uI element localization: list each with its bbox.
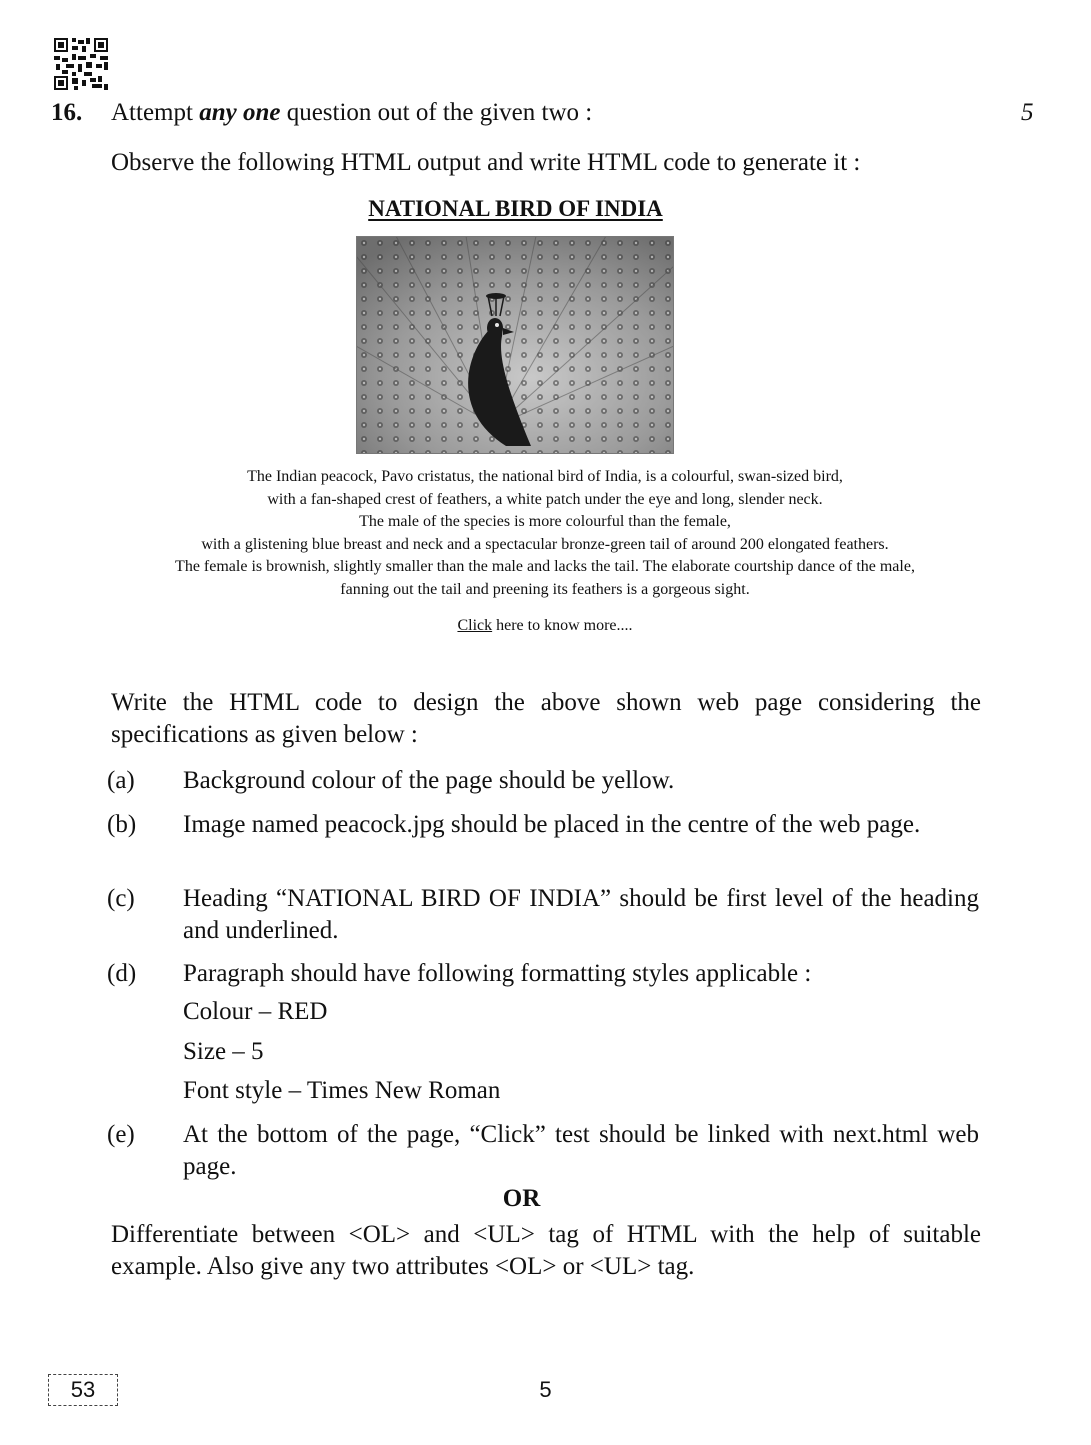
page-number: 5 — [539, 1377, 552, 1402]
style-font: Font style – Times New Roman — [183, 1077, 501, 1104]
question-instruction: Attempt any one question out of the given two : — [111, 99, 593, 126]
observe-instruction: Observe the following HTML output and write HTML code to generate it : — [111, 149, 861, 176]
paragraph-line: The male of the species is more colourful than the female, — [359, 513, 731, 530]
paragraph-line: with a fan-shaped crest of feathers, a white patch under the eye and long, slender neck. — [267, 490, 823, 508]
or-separator: OR — [502, 1185, 541, 1212]
paragraph-line: The Indian peacock, Pavo cristatus, the national bird of India, is a colourful, swan-sized bird, — [247, 468, 843, 485]
paragraph-line: with a glistening blue breast and neck and a spectacular bronze-green tail of around 200 elongated feathers. — [201, 535, 889, 553]
sample-page-link-line: Click here to know more.... — [457, 617, 633, 634]
question-marks: 5 — [1021, 99, 1034, 126]
click-link[interactable]: Click — [457, 617, 493, 634]
task-intro: Write the HTML code to design the above shown web page considering the specifications as given below : — [111, 689, 981, 748]
qr-code-icon — [54, 38, 108, 90]
style-size: Size – 5 — [183, 1038, 264, 1065]
sample-page-paragraph — [80, 466, 1010, 601]
style-colour: Colour – RED — [183, 998, 328, 1025]
question-number: 16. — [51, 99, 83, 126]
paper-code: 53 — [48, 1374, 118, 1406]
paragraph-line: The female is brownish, slightly smaller than the male and lacks the tail. The elaborate courtship dance of the male, — [175, 558, 915, 575]
alternative-question: Differentiate between <OL> and <UL> tag of HTML with the help of suitable example. Also give any two attributes <OL> or <UL> tag. — [111, 1221, 981, 1280]
paragraph-line: fanning out the tail and preening its feathers is a gorgeous sight. — [340, 580, 750, 598]
peacock-image — [356, 236, 674, 454]
sample-page-heading: NATIONAL BIRD OF INDIA — [368, 196, 663, 221]
